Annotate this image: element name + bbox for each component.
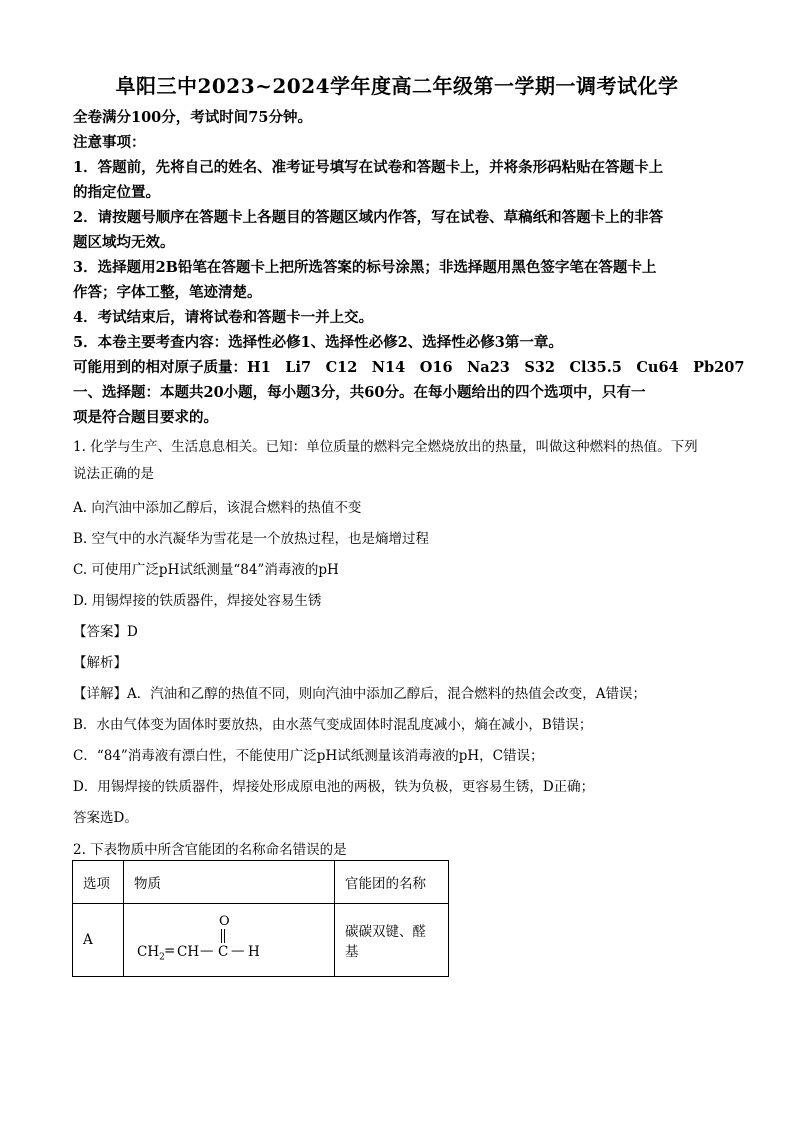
q2-stem: 2. 下表物质中所含官能团的名称命名错误的是	[73, 842, 347, 858]
note-2-line-2: 题区域均无效。	[73, 234, 175, 251]
note-3-line-1: 3．选择题用2B铅笔在答题卡上把所选答案的标号涂黑；非选择题用黑色签字笔在答题卡上	[73, 259, 657, 276]
note-1-line-2: 的指定位置。	[73, 184, 160, 201]
atomic-mass-line: 可能用到的相对原子质量：H1 Li7 C12 N14 O16 Na23 S32 Cl35.5 Cu64 Pb207	[73, 359, 745, 376]
table-row	[73, 904, 449, 977]
q1-analysis-title: 【解析】	[73, 655, 127, 671]
note-2-line-1: 2．请按题号顺序在答题卡上各题目的答题区域内作答，写在试卷、草稿纸和答题卡上的非答	[73, 209, 664, 226]
formula-hydrogen: H	[248, 944, 260, 960]
q1-answer: 【答案】D	[73, 624, 138, 640]
note-3-line-2: 作答；字体工整，笔迹清楚。	[73, 284, 262, 301]
page-title: 阜阳三中2023~2024学年度高二年级第一学期一调考试化学	[115, 74, 679, 98]
formula-carbon: C	[218, 944, 229, 960]
header-option: 选项	[73, 861, 124, 904]
formula-oxygen: O	[219, 914, 230, 929]
q1-option-d: D. 用锡焊接的铁质器件，焊接处容易生锈	[73, 593, 322, 609]
table-header-row	[73, 861, 449, 904]
note-1-line-1: 1．答题前，先将自己的姓名、准考证号填写在试卷和答题卡上，并将条形码粘贴在答题卡上	[73, 159, 664, 176]
formula-bond-1: —	[200, 943, 214, 959]
q1-conclusion: 答案选D。	[73, 810, 138, 826]
row-group-name: 碳碳双键、醛基	[335, 904, 449, 977]
q1-detail-b: B．水由气体变为固体时要放热，由水蒸气变成固体时混乱度减小，熵在减小，B错误；	[73, 717, 593, 733]
q1-detail-d: D．用锡焊接的铁质器件，焊接处形成原电池的两极，铁为负极，更容易生锈，D正确；	[73, 779, 595, 795]
header-group-name: 官能团的名称	[335, 861, 449, 904]
notes-title: 注意事项：	[73, 134, 146, 151]
q1-stem-line-1: 1. 化学与生产、生活息息相关。已知：单位质量的燃料完全燃烧放出的热量，叫做这种燃料的热值。下列	[73, 439, 698, 455]
q1-option-a: A. 向汽油中添加乙醇后，该混合燃料的热值不变	[73, 500, 362, 516]
formula-double-bond: =	[164, 943, 176, 959]
row-formula-cell	[124, 904, 335, 977]
row-option: A	[73, 904, 124, 977]
q1-option-c: C. 可使用广泛pH试纸测量“84”消毒液的pH	[73, 562, 339, 578]
formula-double-bond-co	[221, 929, 225, 943]
q1-stem-line-2: 说法正确的是	[73, 466, 154, 482]
q1-detail-a: 【详解】A．汽油和乙醇的热值不同，则向汽油中添加乙醇后，混合燃料的热值会改变，A错误；	[73, 686, 646, 702]
q1-detail-c: C．“84”消毒液有漂白性，不能使用广泛pH试纸测量该消毒液的pH，C错误；	[73, 748, 544, 764]
formula-ch2: $CH_2$	[137, 944, 165, 963]
note-5: 5．本卷主要考查内容：选择性必修1、选择性必修2、选择性必修3第一章。	[73, 334, 563, 351]
section-1-line-1: 一、选择题：本题共20小题，每小题3分，共60分。在每小题给出的四个选项中，只有一	[73, 384, 646, 401]
q2-table	[72, 860, 449, 977]
formula-ch: CH	[177, 944, 200, 960]
formula-bond-2: —	[231, 943, 245, 959]
q1-option-b: B. 空气中的水汽凝华为雪花是一个放热过程，也是熵增过程	[73, 531, 430, 547]
note-4: 4．考试结束后，请将试卷和答题卡一并上交。	[73, 309, 374, 326]
section-1-line-2: 项是符合题目要求的。	[73, 409, 218, 426]
header-substance: 物质	[124, 861, 335, 904]
structural-formula	[134, 908, 314, 972]
score-time-text: 全卷满分100分，考试时间75分钟。	[73, 109, 312, 126]
